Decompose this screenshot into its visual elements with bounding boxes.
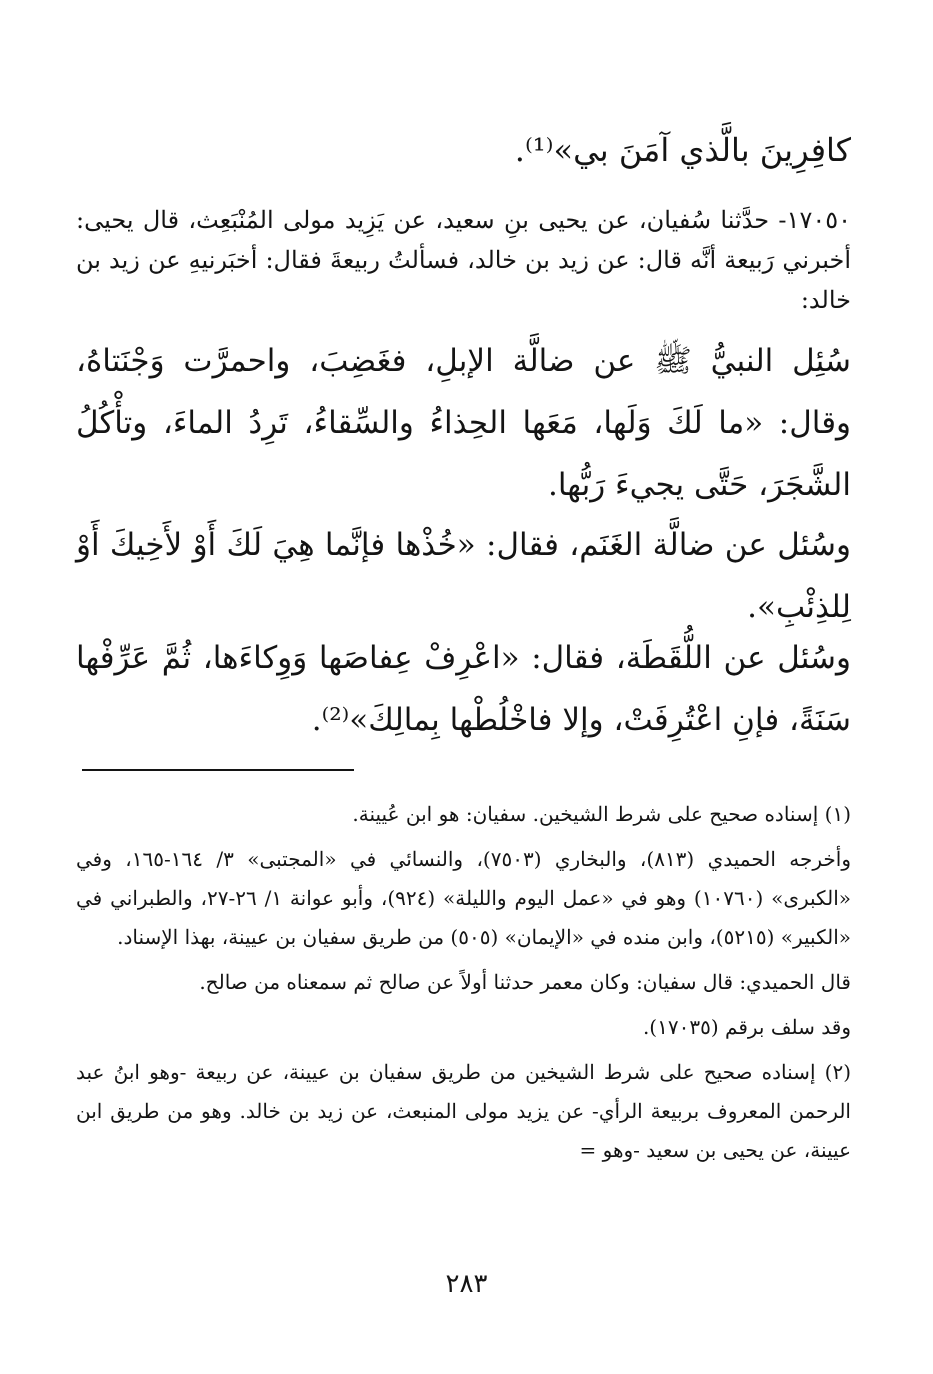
hadith-matn-stray-camel: سُئِل النبيُّ ﷺ عن ضالَّة الإبلِ، فغَضِبَ، واحمرَّت وَجْنَتاهُ، وقال: «ما لَكَ وَلَها، مَعَها الحِذاءُ والسِّقاءُ، تَرِدُ الماءَ، وتأْكُلُ الشَّجَرَ، حَتَّى يجيءَ رَبُّها. xyxy=(76,343,851,503)
hadith-matn-lost-property: وسُئل عن اللُّقَطَة، فقال: «اعْرِفْ عِفاصَها وَوِكاءَها، ثُمَّ عَرِّفْها سَنَةً، فإنِ اعْتُرِفَتْ، وإلا فاخْلُطْها بِمالِكَ»⁽²⁾. xyxy=(76,640,851,738)
footnote-separator xyxy=(82,769,354,771)
footnote-1-intro: (١) إسناده صحيح على شرط الشيخين. سفيان: هو ابن عُيينة. xyxy=(352,802,851,826)
footnote-1-sources: وأخرجه الحميدي (٨١٣)، والبخاري (٧٥٠٣)، والنسائي في «المجتبى» ٣/ ١٦٤-١٦٥، وفي «الكبرى» (١٠٧٦٠) وهو في «عمل اليوم والليلة» (٩٢٤)، وأبو عوانة ١/ ٢٦-٢٧، والطبراني في «الكبير» (٥٢١٥)، وابن منده في «الإيمان» (٥٠٥) من طريق سفيان بن عيينة، بهذا الإسناد. xyxy=(76,847,851,949)
footnotes-section xyxy=(76,795,851,1176)
hadith-isnad-paragraph: ١٧٠٥٠- حدَّثنا سُفيان، عن يحيى بنِ سعيد، عن يَزِيد مولى المُنْبَعِث، قال يحيى: أخبرني رَبيعة أنَّه قال: عن زيد بن خالد، فسألتُ ربيعةَ فقال: أخبَرنيهِ عن زيد بن خالد: xyxy=(76,206,851,314)
hadith-matn-stray-sheep: وسُئل عن ضالَّة الغَنَم، فقال: «خُذْها فإنَّما هِيَ لَكَ أَوْ لأَخِيكَ أَوْ لِلذِئْبِ». xyxy=(76,527,851,625)
previous-hadith-ending: كافِرِينَ بالَّذي آمَنَ بي»⁽¹⁾. xyxy=(514,131,851,169)
footnote-1-humaydi-note: قال الحميدي: قال سفيان: وكان معمر حدثنا أولاً عن صالح ثم سمعناه من صالح. xyxy=(199,970,851,994)
footnote-2-intro: (٢) إسناده صحيح على شرط الشيخين من طريق سفيان بن عيينة، عن ربيعة -وهو ابنُ عبد الرحمن المعروف بربيعة الرأي- عن يزيد مولى المنبعث، عن زيد بن خالد. وهو من طريق ابن عيينة، عن يحيى بن سعيد -وهو = xyxy=(76,1060,851,1162)
page-number: ٢٨٣ xyxy=(445,1269,488,1299)
footnote-1-cross-reference: وقد سلف برقم (١٧٠٣٥). xyxy=(642,1015,851,1039)
